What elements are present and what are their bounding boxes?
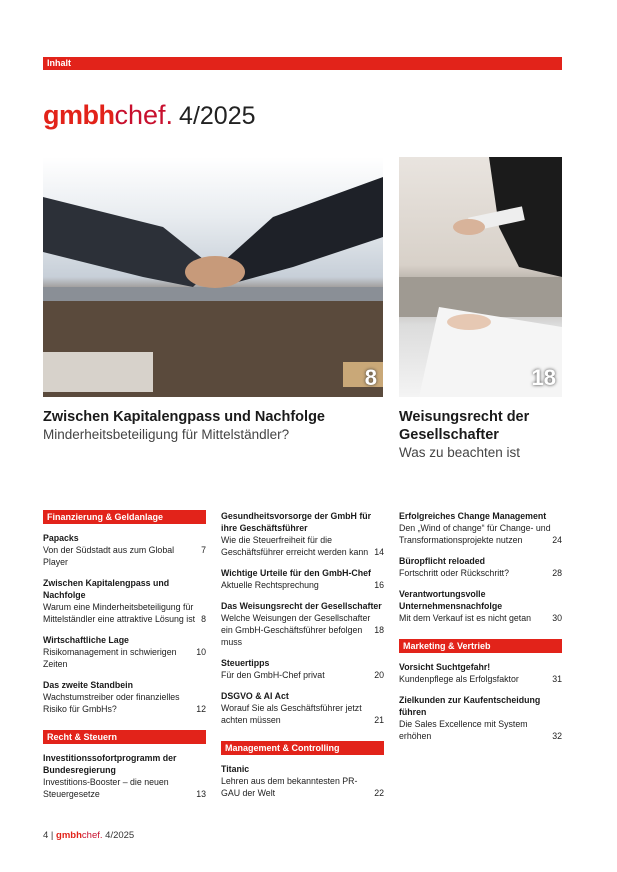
toc-page-number: 13 [196,789,206,799]
toc-entry-desc: Die Sales Excellence mit System erhöhen [399,719,528,741]
toc-page-number: 18 [374,625,384,635]
footer-page-number: 4 [43,830,49,841]
footer-issue: 4/2025 [105,830,135,841]
toc-entry[interactable] [221,763,384,799]
toc-page-number: 12 [196,704,206,714]
toc-entry[interactable] [399,588,562,624]
toc-entry[interactable] [221,600,384,648]
toc-entry-title: Titanic [221,764,250,774]
toc-entry[interactable] [221,510,384,558]
toc-column-1 [43,510,206,809]
toc-entry-desc: Warum eine Minderheitsbeteiligung für Mittelständler eine attraktive Lösung ist [43,602,196,624]
toc-page-number: 31 [552,674,562,684]
toc-entry-title: Büropflicht reloaded [399,556,486,566]
toc-entry-title: Gesundheitsvorsorge der GmbH für ihre Geschäftsführer [221,511,372,533]
toc-entry[interactable] [43,577,206,625]
page-reference-18: 18 [531,365,556,390]
page-footer: 4 | gmbhchef. 4/2025 [43,830,135,841]
toc-entry[interactable] [221,567,384,591]
toc-entry-desc: Investitions-Booster – die neuen Steuergesetze [43,777,169,799]
section-heading: Marketing & Vertrieb [399,639,562,653]
handshake-illustration [43,157,383,397]
toc-entry-title: Papacks [43,533,79,543]
toc-entry-title: Zielkunden zur Kaufentscheidung führen [399,695,541,717]
toc-entry-desc: Mit dem Verkauf ist es nicht getan [399,613,532,623]
toc-page-number: 24 [552,535,562,545]
toc-page-number: 21 [374,715,384,725]
brand-logo-part2: chef. [114,100,174,130]
section-heading: Finanzierung & Geldanlage [43,510,206,524]
toc-entry-desc: Aktuelle Rechtsprechung [221,580,319,590]
feature-caption-2[interactable] [399,408,562,462]
issue-number: 4/2025 [179,102,256,130]
handshake-photo[interactable] [43,157,383,397]
section-heading: Management & Controlling [221,741,384,755]
toc-entry[interactable] [43,752,206,800]
toc-page-number: 20 [374,670,384,680]
toc-entry[interactable] [43,532,206,568]
toc-entry[interactable] [221,690,384,726]
toc-entry-desc: Von der Südstadt aus zum Global Player [43,545,175,567]
masthead [43,100,256,131]
toc-page-number: 22 [374,788,384,798]
toc-page-number: 8 [201,614,206,624]
office-documents-photo[interactable] [399,157,562,397]
feature-title: Weisungsrecht der Gesellschafter [399,409,530,443]
toc-entry-desc: Für den GmbH-Chef privat [221,670,325,680]
toc-entry[interactable] [399,510,562,546]
toc-entry-title: Investitionssofortprogramm der Bundesregierung [43,753,177,775]
toc-entry-desc: Fortschritt oder Rückschritt? [399,568,509,578]
toc-page-number: 28 [552,568,562,578]
toc-entry[interactable] [43,679,206,715]
toc-entry-title: Das zweite Standbein [43,680,133,690]
section-header-bar: Inhalt [43,57,562,70]
toc-entry[interactable] [399,555,562,579]
toc-entry[interactable] [221,657,384,681]
toc-entry-title: Steuertipps [221,658,270,668]
toc-entry-desc: Wie die Steuerfreiheit für die Geschäftsführer erreicht werden kann [221,535,369,557]
toc-entry-desc: Welche Weisungen der Gesellschafter ein GmbH-Geschäftsführer befolgen muss [221,613,371,647]
document-handover-illustration [399,157,562,397]
toc-entry-title: Erfolgreiches Change Management [399,511,547,521]
brand-logo-part1: gmbh [43,100,115,130]
toc-page-number: 16 [374,580,384,590]
toc-entry-desc: Worauf Sie als Geschäftsführer jetzt achten müssen [221,703,362,725]
feature-title: Zwischen Kapitalengpass und Nachfolge [43,409,325,425]
section-heading: Recht & Steuern [43,730,206,744]
toc-entry-title: Wirtschaftliche Lage [43,635,129,645]
feature-subtitle: Was zu beachten ist [399,445,521,460]
toc-entry[interactable] [399,694,562,742]
toc-entry-title: DSGVO & AI Act [221,691,289,701]
footer-brand-part1: gmbh [56,830,82,841]
toc-entry-title: Verantwortungsvolle Unternehmensnachfolge [399,589,503,611]
page-reference-8: 8 [364,365,377,390]
toc-entry-desc: Kundenpflege als Erfolgsfaktor [399,674,519,684]
toc-entry[interactable] [43,634,206,670]
toc-entry-desc: Lehren aus dem bekanntesten PR-GAU der Welt [221,776,358,798]
footer-brand-part2: chef. [81,830,103,841]
toc-page-number: 30 [552,613,562,623]
feature-caption-1[interactable] [43,408,383,444]
toc-entry-desc: Wachstumstreiber oder finanzielles Risiko für GmbHs? [43,692,180,714]
toc-entry-title: Vorsicht Suchtgefahr! [399,662,491,672]
feature-subtitle: Minderheitsbeteiligung für Mittelständler? [43,427,290,442]
toc-entry-title: Zwischen Kapitalengpass und Nachfolge [43,578,170,600]
toc-column-2 [221,510,384,808]
toc-entry-desc: Den „Wind of change“ für Change- und Transformationsprojekte nutzen [399,523,551,545]
toc-entry-desc: Risikomanagement in schwierigen Zeiten [43,647,177,669]
toc-entry-title: Das Weisungsrecht der Gesellschafter [221,601,382,611]
toc-page-number: 7 [201,545,206,555]
toc-page-number: 10 [196,647,206,657]
toc-column-3 [399,510,562,751]
toc-entry-title: Wichtige Urteile für den GmbH-Chef [221,568,371,578]
toc-page-number: 14 [374,547,384,557]
toc-page-number: 32 [552,731,562,741]
toc-entry[interactable] [399,661,562,685]
